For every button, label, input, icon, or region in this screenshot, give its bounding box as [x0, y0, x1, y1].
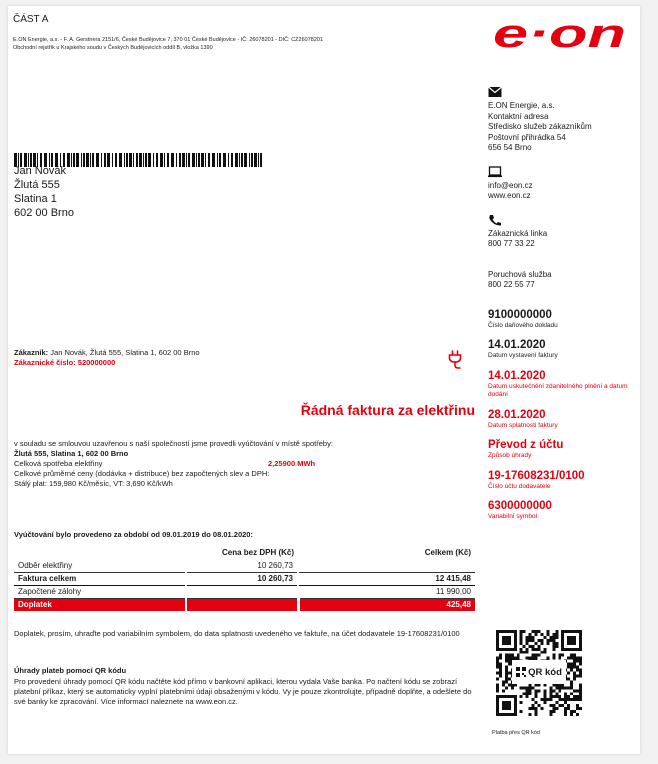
consumption-label: Celková spotřeba elektřiny — [14, 459, 103, 468]
contact-line: E.ON Energie, a.s. — [488, 101, 555, 110]
detail-value: 14.01.2020 — [488, 369, 546, 382]
detail-value: 28.01.2020 — [488, 408, 546, 421]
contact-line: Kontaktní adresa — [488, 111, 549, 121]
detail-value: 19-17608231/0100 — [488, 469, 585, 482]
contact-line: Poštovní přihrádka 54 — [488, 132, 566, 142]
qr-heading: Úhrady plateb pomocí QR kódu — [14, 666, 127, 675]
col-net: Cena bez DPH (Kč) — [221, 547, 294, 557]
table-row — [14, 572, 475, 585]
invoice-title: Řádná faktura za elektřinu — [300, 402, 475, 418]
billing-intro — [14, 439, 484, 489]
row-net: 10 260,73 — [186, 559, 298, 572]
row-total: 11 990,00 — [298, 585, 475, 598]
hotline-number: 800 77 33 22 — [488, 239, 535, 248]
invoice-page — [8, 6, 640, 754]
fault-block — [488, 270, 638, 291]
detail-label: Způsob úhrady — [488, 452, 532, 459]
billing-period: Vyúčtování bylo provedeno za období od 09.01.2019 do 08.01.2020: — [14, 530, 253, 539]
laptop-icon — [488, 166, 502, 178]
recipient-city: 602 00 Brno — [14, 207, 74, 219]
qr-instructions: Pro provedení úhrady pomocí QR kódu načtěte kód přímo v bankovní aplikaci, kterou vydala Vaše banka. Po načtení kódu se zobrazí platební příkaz, který se automaticky vyplní platebními údaji obsaženými v kódu. Vy je pouze zkontrolujte, případně doplňte, a odešlete do své banky ke zpracování. Více informací naleznete na www.eon.cz. — [14, 677, 472, 706]
contact-line: 656 54 Brno — [488, 143, 532, 152]
fault-label: Poruchová služba — [488, 269, 552, 279]
row-total — [298, 559, 475, 572]
rate-line: Stálý plat: 159,980 Kč/měsíc, VT: 3,690 Kč/kWh — [14, 479, 173, 488]
recipient-name: Jan Novák — [14, 165, 66, 177]
detail-item — [488, 470, 638, 492]
customer-number: Zákaznické číslo: 520000000 — [14, 357, 116, 367]
payment-note: Doplatek, prosím, uhraďte pod variabilním symbolem, do data splatnosti uvedeného ve faktuře, na účet dodavatele 19-17608231/0100 — [14, 629, 460, 638]
row-label: Odběr elektřiny — [14, 559, 186, 572]
invoice-details — [488, 309, 638, 522]
svg-text:e·on: e·on — [493, 16, 626, 52]
col-label — [14, 545, 186, 559]
row-total: 12 415,48 — [298, 572, 475, 585]
detail-value: 6300000000 — [488, 500, 552, 512]
company-line-2: Obchodní rejstřík u Krajského soudu v Českých Budějovicích oddíl B, vložka 1390 — [13, 44, 213, 51]
detail-item — [488, 439, 638, 461]
consumption-place: Žlutá 555, Slatina 1, 602 00 Brno — [14, 449, 129, 458]
customer-row — [14, 348, 200, 358]
detail-item — [488, 339, 638, 361]
hotline-label: Zákaznická linka — [488, 228, 548, 238]
consumption-row — [14, 459, 484, 469]
recipient-street: Žlutá 555 — [14, 179, 60, 191]
qr-label — [512, 660, 566, 684]
website[interactable]: www.eon.cz — [488, 191, 531, 200]
detail-label: Číslo účtu dodavatele — [488, 482, 551, 490]
row-net — [186, 598, 298, 611]
recipient-district: Slatina 1 — [14, 193, 57, 205]
detail-label: Datum uskutečnění zdanitelného plnění a datum dodání — [488, 382, 628, 398]
eon-logo — [493, 16, 628, 52]
row-label: Faktura celkem — [14, 572, 186, 585]
sidebar — [488, 86, 638, 531]
contact-block — [488, 86, 638, 154]
customer-value: Jan Novák, Žlutá 555, Slatina 1, 602 00 Brno — [48, 348, 200, 357]
company-info — [13, 37, 453, 52]
customer-label: Zákazník: — [14, 348, 49, 357]
detail-item — [488, 309, 638, 331]
plug-icon — [448, 350, 462, 370]
email[interactable]: info@eon.cz — [488, 180, 533, 190]
intro-line: v souladu se smlouvou uzavřenou s naší společností jsme provedli vyúčtování v místě spotřeby: — [14, 439, 333, 448]
row-total: 425,48 — [298, 598, 475, 611]
row-label: Doplatek — [14, 598, 186, 611]
table-row-total — [14, 598, 475, 611]
table-row — [14, 585, 475, 598]
detail-value: 14.01.2020 — [488, 339, 546, 351]
envelope-icon — [488, 86, 502, 98]
table-header — [14, 545, 475, 559]
detail-item — [488, 370, 638, 400]
qr-mini-icon — [516, 667, 526, 677]
detail-label: Datum vystavení faktury — [488, 352, 558, 359]
contact-line: Středisko služeb zákazníkům — [488, 122, 592, 131]
hotline-block — [488, 214, 638, 250]
detail-label: Číslo daňového dokladu — [488, 321, 558, 329]
table-row — [14, 559, 475, 572]
row-net — [186, 585, 298, 598]
qr-label-text: QR kód — [528, 666, 562, 678]
detail-label: Variabilní symbol — [488, 513, 538, 520]
qr-caption: Platba přes QR kód — [492, 730, 540, 736]
customer-info — [14, 348, 200, 367]
detail-label: Datum splatnosti faktury — [488, 421, 558, 429]
recipient-address — [14, 164, 74, 220]
row-net: 10 260,73 — [186, 572, 298, 585]
online-block — [488, 166, 638, 202]
consumption-value: 2,25900 MWh — [268, 459, 316, 468]
detail-item — [488, 500, 638, 522]
row-label: Započtené zálohy — [14, 585, 186, 598]
part-title: ČÁST A — [13, 14, 49, 25]
company-line-1: E.ON Energie, a.s. - F. A. Gerstnera 2151/6, České Budějovice 7, 370 01 České Budějovice - IČ: 26078201 - DIČ: CZ26078201 — [13, 37, 324, 43]
phone-icon — [488, 214, 502, 226]
detail-value: Převod z účtu — [488, 439, 564, 451]
col-total: Celkem (Kč) — [424, 547, 471, 557]
billing-table — [14, 545, 475, 611]
avg-price-line: Celkové průměrné ceny (dodávka + distribuce) bez započtených slev a DPH: — [14, 469, 270, 478]
detail-item — [488, 409, 638, 431]
detail-value: 9100000000 — [488, 308, 552, 321]
fault-number: 800 22 55 77 — [488, 280, 535, 289]
